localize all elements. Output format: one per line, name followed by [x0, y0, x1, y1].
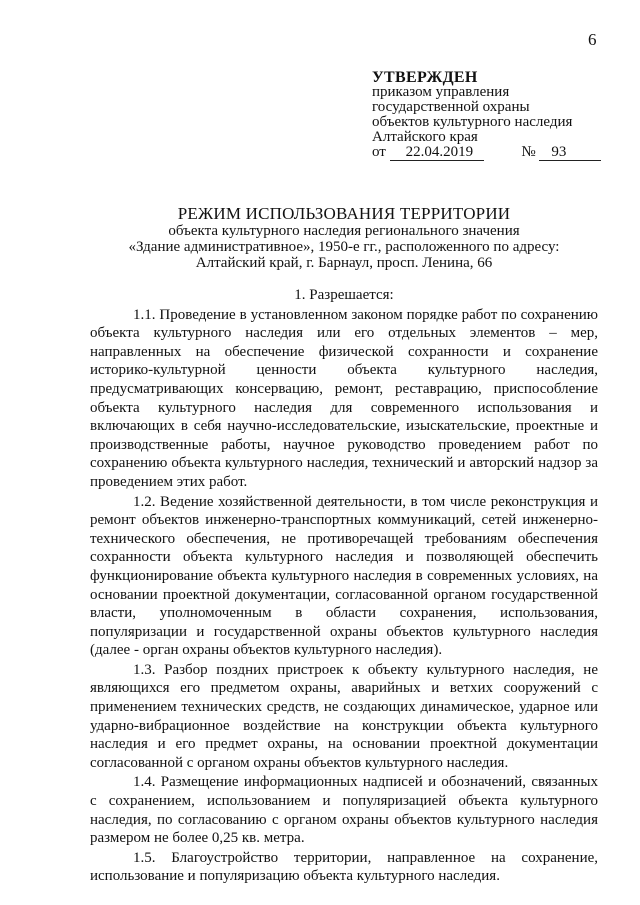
document-title: РЕЖИМ ИСПОЛЬЗОВАНИЯ ТЕРРИТОРИИ	[177, 204, 511, 223]
paragraph-1-2: 1.2. Ведение хозяйственной деятельности, в том числе реконструкция и ремонт объектов инженерно-транспортных коммуникаций, сетей инженерно-технического обеспечения, не противоречащей требованиям обеспечения сохранности объекта культурного наследия и позволяющей обеспечить функционирование объекта культурного наследия в современных условиях, на основании проектной документации, согласованной органом государственной власти, уполномоченным в области сохранения, использования, популяризации и государственной охраны объектов культурного наследия (далее - орган охраны объектов культурного наследия).	[90, 493, 598, 659]
section-heading: 1. Разрешается:	[294, 287, 394, 303]
approval-line: объектов культурного наследия	[372, 114, 573, 130]
page-number: 6	[588, 30, 597, 49]
date-label: от	[372, 144, 386, 160]
approval-line: Алтайского края	[372, 129, 478, 145]
approval-stamp	[372, 70, 622, 161]
approval-line: приказом управления	[372, 84, 510, 100]
approval-date: 22.04.2019	[390, 145, 484, 161]
paragraph-1-5: 1.5. Благоустройство территории, направленное на сохранение, использование и популяризацию объекта культурного наследия.	[90, 849, 598, 885]
subtitle-line: Алтайский край, г. Барнаул, просп. Ленина, 66	[195, 255, 493, 271]
subtitle-line: «Здание административное», 1950-е гг., расположенного по адресу:	[128, 239, 560, 255]
paragraph-1-1: 1.1. Проведение в установленном законом порядке работ по сохранению объекта культурного наследия или его отдельных элементов – мер, направленных на обеспечение физической сохранности и сохранение историко-культурной ценности объекта культурного наследия, предусматривающих консервацию, ремонт, реставрацию, приспособление объекта культурного наследия для современного использования и включающих в себя научно-исследовательские, изыскательские, проектные и производственные работы, научное руководство проведением работ по сохранению объекта культурного наследия, технический и авторский надзор за проведением этих работ.	[90, 306, 598, 490]
approval-date-row	[372, 145, 622, 161]
subtitle-line: объекта культурного наследия регионального значения	[168, 223, 520, 239]
paragraph-1-4: 1.4. Размещение информационных надписей и обозначений, связанных с сохранением, использованием и популяризацией объекта культурного наследия, по согласованию с органом охраны объектов культурного наследия размером не более 0,25 кв. метра.	[90, 774, 598, 847]
approval-line: государственной охраны	[372, 99, 530, 115]
approval-title: УТВЕРЖДЕН	[372, 69, 478, 86]
paragraph-1-3: 1.3. Разбор поздних пристроек к объекту культурного наследия, не являющихся его предметом охраны, аварийных и ветхих сооружений с применением технических средств, не создающих динамическое, ударное или ударно-вибрационное воздействие на конструкции объекта культурного наследия и его предмет охраны, на основании проектной документации согласованной с органом охраны объектов культурного наследия.	[90, 661, 598, 771]
document-header	[90, 205, 598, 271]
approval-number: 93	[539, 145, 601, 161]
number-label: №	[521, 144, 536, 160]
document-body	[90, 286, 598, 886]
